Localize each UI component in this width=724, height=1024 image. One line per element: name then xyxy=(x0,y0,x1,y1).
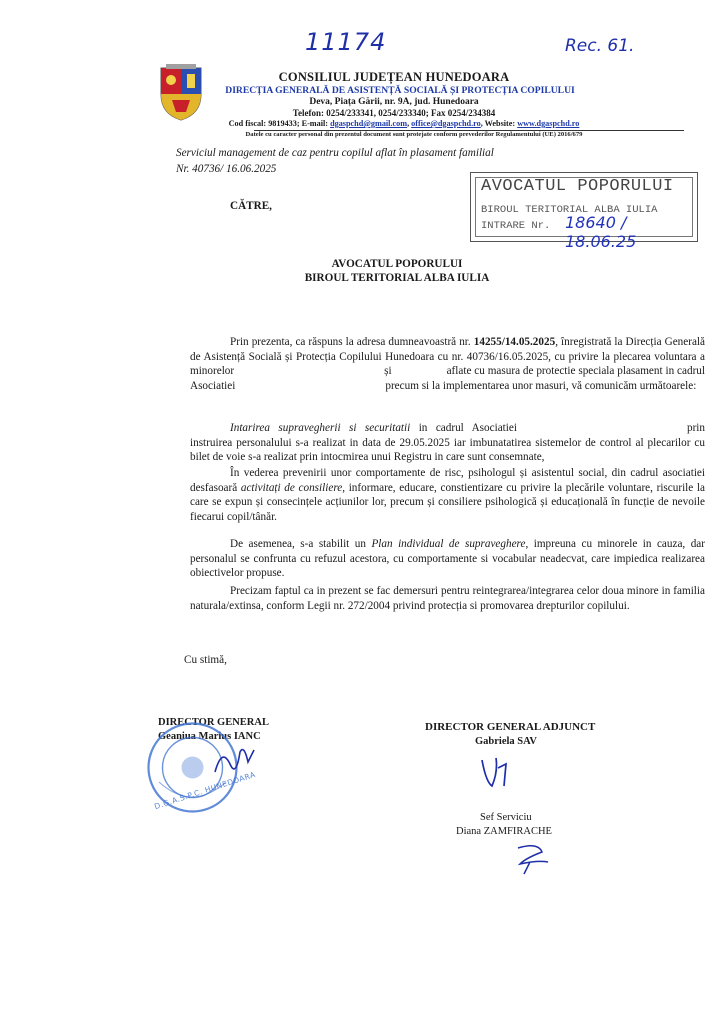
p1-text-a: Prin prezenta, ca răspuns la adresa dumneavoastră nr. xyxy=(230,336,474,348)
closing: Cu stimă, xyxy=(184,654,227,666)
stamp-handwritten-entry: 18640 / 18.06.25 xyxy=(565,213,637,251)
paragraph-5 xyxy=(190,584,705,613)
p3-text-a: În vederea prevenirii unor comportamente de risc, psihologul și asistentul social, din cadrul asociatiei desfasoară xyxy=(190,467,705,494)
stamp-line-1: AVOCATUL POPORULUI xyxy=(481,177,674,196)
chief-title: Sef Serviciu xyxy=(480,812,532,823)
stamp-line-2: BIROUL TERITORIAL ALBA IULIA xyxy=(481,204,658,216)
recipient-label: CĂTRE, xyxy=(230,200,272,212)
p3-italic: activitați de consiliere xyxy=(240,481,343,494)
p2-text-b: prin instruirea personalului s-a realizat in data de 29.05.2025 iar imbunatatirea sistemelor de control al plecarilor cu bilet de voie s-a realizat prin intocmirea unui Registru in care sunt consemnate, xyxy=(190,422,705,464)
seal-text: D.G.A.S.P.C. HUNEDOARA xyxy=(153,769,257,812)
p1-text-c: și xyxy=(384,365,392,378)
p4-text-a: De asemenea, s-a stabilit un xyxy=(230,538,372,550)
director-name: Geaniua Marius IANC xyxy=(158,731,261,742)
phone-line: Telefon: 0254/233341, 0254/233340; Fax 0254/234384 xyxy=(292,108,496,118)
chief-signature xyxy=(508,838,558,883)
email-link-2[interactable]: office@dgaspchd.ro xyxy=(411,119,481,128)
paragraph-2 xyxy=(190,421,705,465)
paragraph-4 xyxy=(190,537,705,581)
service-name: Serviciul management de caz pentru copilul aflat în plasament familial xyxy=(176,147,494,159)
council-name: CONSILIUL JUDEȚEAN HUNEDOARA xyxy=(278,70,510,84)
p4-italic: Plan individual de supraveghere xyxy=(371,538,526,550)
p3-text-b: , informare, educare, constientizare cu privire la plecările voluntare, riscurile la care se expun și consecințele acțiunilor lor, precum și consiliere psihologică și educațională în funcție de nevoile fiecarui copil/tânăr. xyxy=(190,481,705,523)
chief-name: Diana ZAMFIRACHE xyxy=(456,826,552,837)
director-signature xyxy=(210,742,260,787)
registration-stamp xyxy=(470,172,698,251)
website-link[interactable]: www.dgaspchd.ro xyxy=(517,119,580,128)
handwritten-number: 11174 xyxy=(305,28,387,56)
addressee-line-1: AVOCATUL POPORULUI xyxy=(331,258,463,270)
contact-line xyxy=(42,119,724,128)
deputy-signature xyxy=(476,752,516,797)
directorate-name: DIRECȚIA GENERALĂ DE ASISTENȚĂ SOCIALĂ ȘI PROTECȚIA COPILULUI xyxy=(225,85,575,96)
paragraph-1 xyxy=(190,335,705,393)
gdpr-notice: Datele cu caracter personal din prezentul document sunt protejate conform prevederilor Regulamentului (UE) 2016/679 xyxy=(245,131,583,138)
director-title: DIRECTOR GENERAL xyxy=(158,717,269,728)
p2-italic: Intarirea supravegherii si securitatii xyxy=(230,422,411,434)
stamp-line-3: INTRARE Nr. xyxy=(481,220,551,232)
p5-text: Precizam faptul ca in prezent se fac demersuri pentru reintegrarea/integrarea celor doua minore in familia naturala/extinsa, conform Legii nr. 272/2004 privind protecția si promovarea drepturilor copilului. xyxy=(190,585,705,612)
email-separator: , xyxy=(407,119,412,128)
p1-text-d: aflate cu masura de protectie speciala plasament in cadrul Asociatiei xyxy=(190,365,705,392)
address: Deva, Piața Gării, nr. 9A, jud. Hunedoara xyxy=(309,97,479,107)
fiscal-prefix: Cod fiscal: 9819433; E-mail: xyxy=(228,119,331,128)
deputy-title: DIRECTOR GENERAL ADJUNCT xyxy=(425,721,596,733)
handwritten-note: Rec. 61. xyxy=(565,36,635,56)
paragraph-3 xyxy=(190,466,705,524)
website-prefix: , Website: xyxy=(480,119,518,128)
p1-text-e: precum si la implementarea unor masuri, vă comunicăm următoarele: xyxy=(385,379,697,392)
email-link-1[interactable]: dgaspchd@gmail.com xyxy=(330,119,408,128)
p1-text-b: , înregistrată la Direcția Generală de Asistență Socială și Protecția Copilului Hunedoara cu nr. 40736/16.05.2025, cu privire la plecarea voluntara a minorelor xyxy=(190,336,705,378)
p2-text-a: in cadrul Asociatiei xyxy=(410,422,517,434)
addressee-line-2: BIROUL TERITORIAL ALBA IULIA xyxy=(304,272,490,284)
reference-number: Nr. 40736/ 16.06.2025 xyxy=(176,163,277,175)
p4-text-b: , impreuna cu minorele in cauza, dar personalul se confrunta cu refuzul acestora, cu comportamente si vocabular neadecvat, care impiedica realizarea obiectivelor propuse. xyxy=(190,538,705,580)
p1-reference: 14255/14.05.2025 xyxy=(473,336,556,348)
deputy-name: Gabriela SAV xyxy=(475,736,537,747)
